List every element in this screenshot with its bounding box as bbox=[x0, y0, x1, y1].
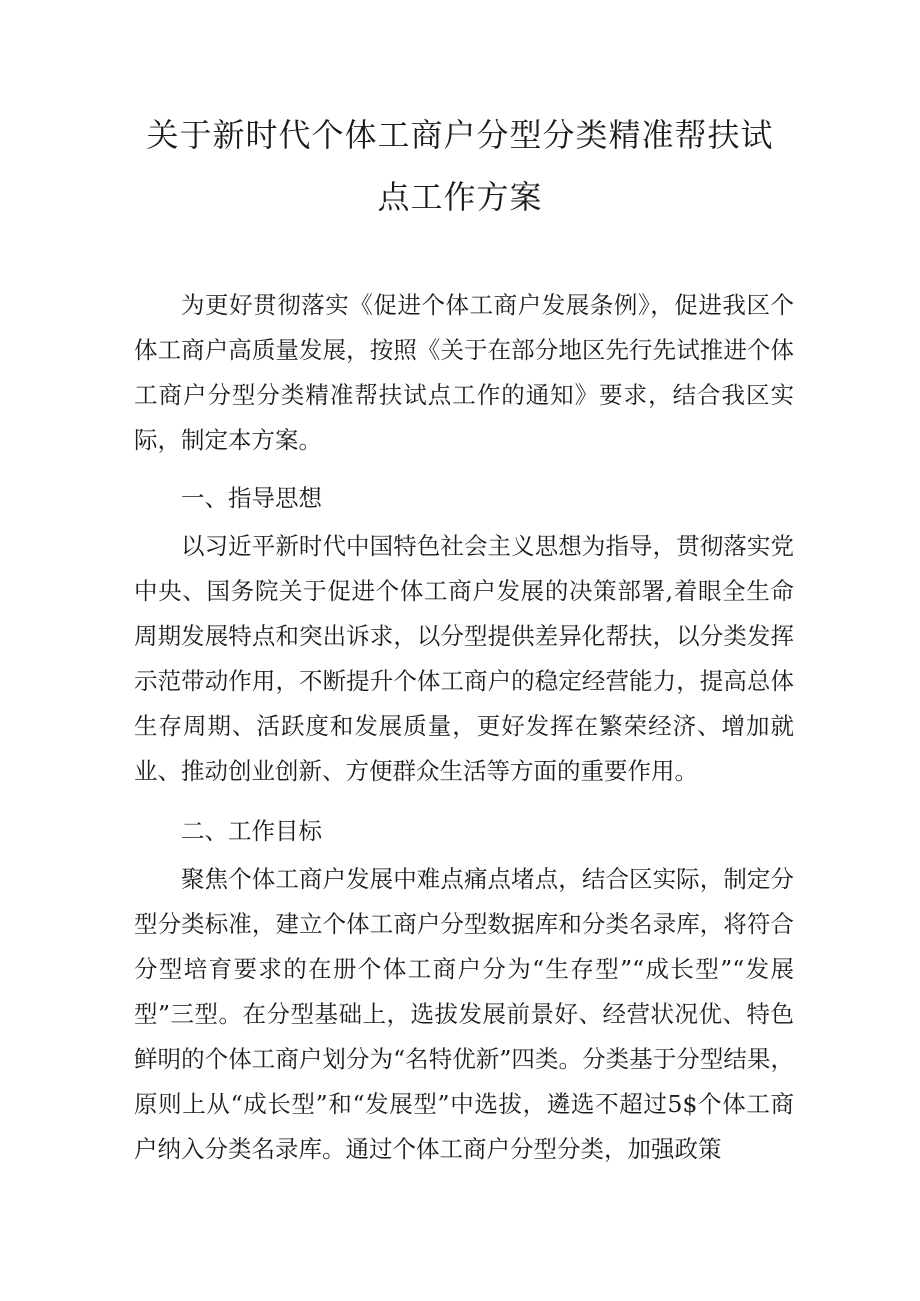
section2-paragraph: 聚焦个体工商户发展中难点痛点堵点，结合区实际，制定分型分类标准，建立个体工商户分型数据库和分类名录库，将符合分型培育要求的在册个体工商户分为“生存型”“成长型”“发展型”三型。在分型基础上，选拔发展前景好、经营状况优、特色鲜明的个体工商户划分为“名特优新”四类。分类基于分型结果，原则上从“成长型”和“发展型”中选拔，遴选不超过5$个体工商户纳入分类名录库。通过个体工商户分型分类，加强政策 bbox=[134, 865, 794, 1163]
section2-heading: 二、工作目标 bbox=[181, 817, 322, 845]
section1-heading: 一、指导思想 bbox=[181, 484, 322, 512]
document-title-line2: 点工作方案 bbox=[377, 178, 543, 216]
document-title-line1: 关于新时代个体工商户分型分类精准帮扶试 bbox=[146, 116, 774, 154]
section1-paragraph: 以习近平新时代中国特色社会主义思想为指导，贯彻落实党中央、国务院关于促进个体工商户发展的决策部署,着眼全生命周期发展特点和突出诉求，以分型提供差异化帮扶，以分类发挥示范带动作用，不断提升个体工商户的稳定经营能力，提高总体生存周期、活跃度和发展质量，更好发挥在繁荣经济、增加就业、推动创业创新、方便群众生活等方面的重要作用。 bbox=[134, 532, 794, 785]
intro-paragraph: 为更好贯彻落实《促进个体工商户发展条例》，促进我区个体工商户高质量发展，按照《关于在部分地区先行先试推进个体工商户分型分类精准帮扶试点工作的通知》要求，结合我区实际，制定本方案。 bbox=[134, 291, 794, 454]
